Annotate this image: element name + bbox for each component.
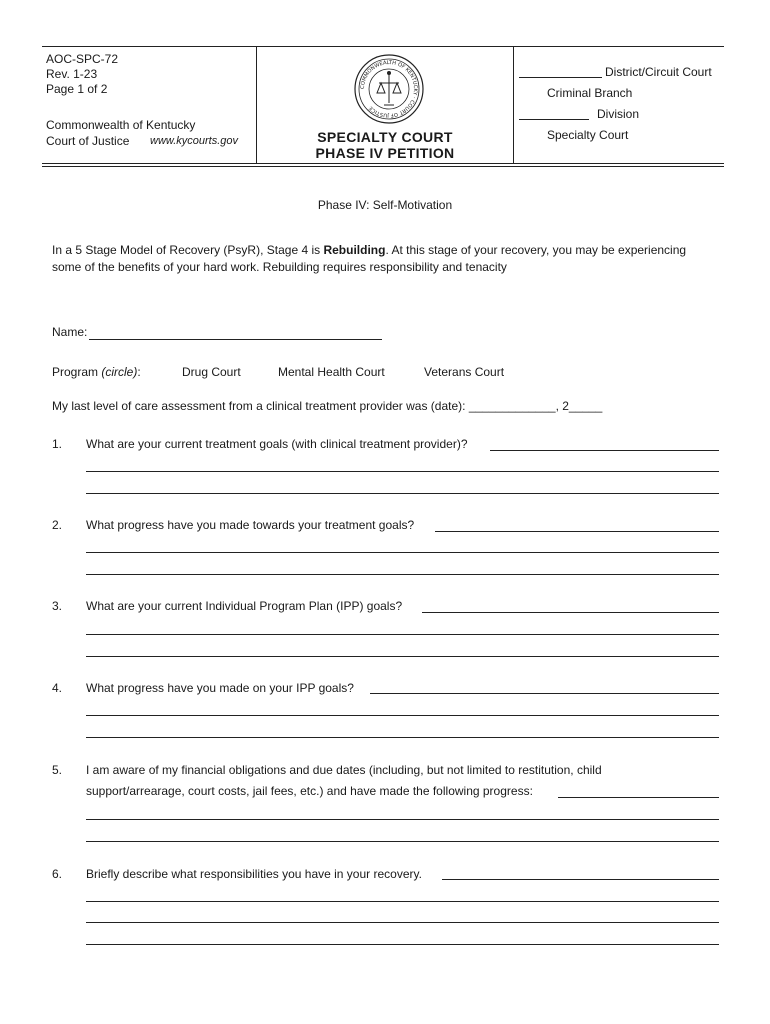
division-field[interactable]	[519, 119, 589, 120]
question-6-number: 6.	[52, 867, 63, 881]
question-6-answer-line[interactable]	[442, 879, 719, 880]
page-number: Page 1 of 2	[46, 82, 108, 96]
header-divider-right	[513, 46, 514, 163]
form-id: AOC-SPC-72	[46, 52, 119, 66]
intro-text-start: In a 5 Stage Model of Recovery (PsyR), Stage 4 is	[52, 243, 324, 257]
question-5-number: 5.	[52, 763, 63, 777]
website-text: www.kycourts.gov	[150, 135, 239, 147]
agency-line-1: Commonwealth of Kentucky	[46, 118, 196, 132]
question-5-answer-line[interactable]	[86, 841, 719, 842]
header-top-rule	[42, 46, 724, 47]
program-option-veterans-court[interactable]: Veterans Court	[424, 365, 505, 379]
question-5-text-line-2: support/arrearage, court costs, jail fees, etc.) and have made the following progress:	[86, 784, 533, 798]
name-label: Name:	[52, 325, 88, 339]
question-1-text: What are your current treatment goals (with clinical treatment provider)?	[86, 437, 468, 451]
question-2-answer-line[interactable]	[86, 552, 719, 553]
question-6-answer-line[interactable]	[86, 944, 719, 945]
program-colon: :	[137, 365, 141, 379]
court-name-field[interactable]	[519, 77, 602, 78]
agency-line-2: Court of Justice	[46, 134, 130, 148]
form-title	[257, 129, 513, 161]
question-2-number: 2.	[52, 518, 63, 532]
phase-heading: Phase IV: Self-Motivation	[317, 198, 453, 212]
question-3-text: What are your current Individual Program Plan (IPP) goals?	[86, 599, 403, 613]
program-circle-hint: (circle)	[101, 365, 138, 379]
question-4-number: 4.	[52, 681, 63, 695]
intro-text-end: . At this stage of your recovery, you may be experiencing	[385, 243, 687, 257]
question-3-answer-line[interactable]	[86, 656, 719, 657]
question-2-answer-line[interactable]	[435, 531, 719, 532]
question-4-text: What progress have you made on your IPP goals?	[86, 681, 354, 695]
question-5-text: I am aware of my financial obligations and due dates (including, but not limited to restitution, child	[86, 763, 602, 777]
header-bottom-rule	[42, 163, 724, 164]
question-1-answer-line[interactable]	[86, 493, 719, 494]
form-identifier-block	[46, 52, 118, 97]
form-title-line-2: PHASE IV PETITION	[315, 145, 455, 161]
question-5-answer-line[interactable]	[558, 797, 719, 798]
question-4-answer-line[interactable]	[86, 715, 719, 716]
question-1-number: 1.	[52, 437, 63, 451]
program-option-drug-court[interactable]: Drug Court	[182, 365, 241, 379]
question-6-text: Briefly describe what responsibilities you have in your recovery.	[86, 867, 422, 881]
form-revision: Rev. 1-23	[46, 67, 98, 81]
question-4-answer-line[interactable]	[86, 737, 719, 738]
seal-icon	[353, 53, 425, 125]
assessment-date-line[interactable]: My last level of care assessment from a clinical treatment provider was (date): _____________, 2_____	[52, 399, 603, 413]
program-label-text: Program	[52, 365, 102, 379]
intro-paragraph	[52, 242, 732, 276]
specialty-court-label: Specialty Court	[547, 128, 629, 142]
program-label	[52, 365, 141, 379]
intro-bold-term: Rebuilding	[323, 243, 386, 257]
question-2-answer-line[interactable]	[86, 574, 719, 575]
intro-line-2: some of the benefits of your hard work. Rebuilding requires responsibility and tenacity	[52, 260, 507, 274]
question-5-answer-line[interactable]	[86, 819, 719, 820]
program-option-mental-health-court[interactable]: Mental Health Court	[278, 365, 385, 379]
question-6-answer-line[interactable]	[86, 922, 719, 923]
question-4-answer-line[interactable]	[370, 693, 719, 694]
question-1-answer-line[interactable]	[490, 450, 719, 451]
question-1-answer-line[interactable]	[86, 471, 719, 472]
court-district-label: District/Circuit Court	[605, 65, 712, 79]
court-branch-label: Criminal Branch	[547, 86, 633, 100]
name-input-line[interactable]	[89, 339, 382, 340]
question-6-answer-line[interactable]	[86, 901, 719, 902]
question-3-number: 3.	[52, 599, 63, 613]
division-label: Division	[597, 107, 640, 121]
header-bottom-rule-2	[42, 166, 724, 167]
seal-text: COMMONWEALTH OF KENTUCKY · COURT OF JUSTICE	[359, 59, 419, 119]
question-3-answer-line[interactable]	[422, 612, 719, 613]
form-title-line-1: SPECIALTY COURT	[317, 129, 453, 145]
court-seal-image	[353, 53, 425, 125]
question-2-text: What progress have you made towards your treatment goals?	[86, 518, 415, 532]
question-3-answer-line[interactable]	[86, 634, 719, 635]
